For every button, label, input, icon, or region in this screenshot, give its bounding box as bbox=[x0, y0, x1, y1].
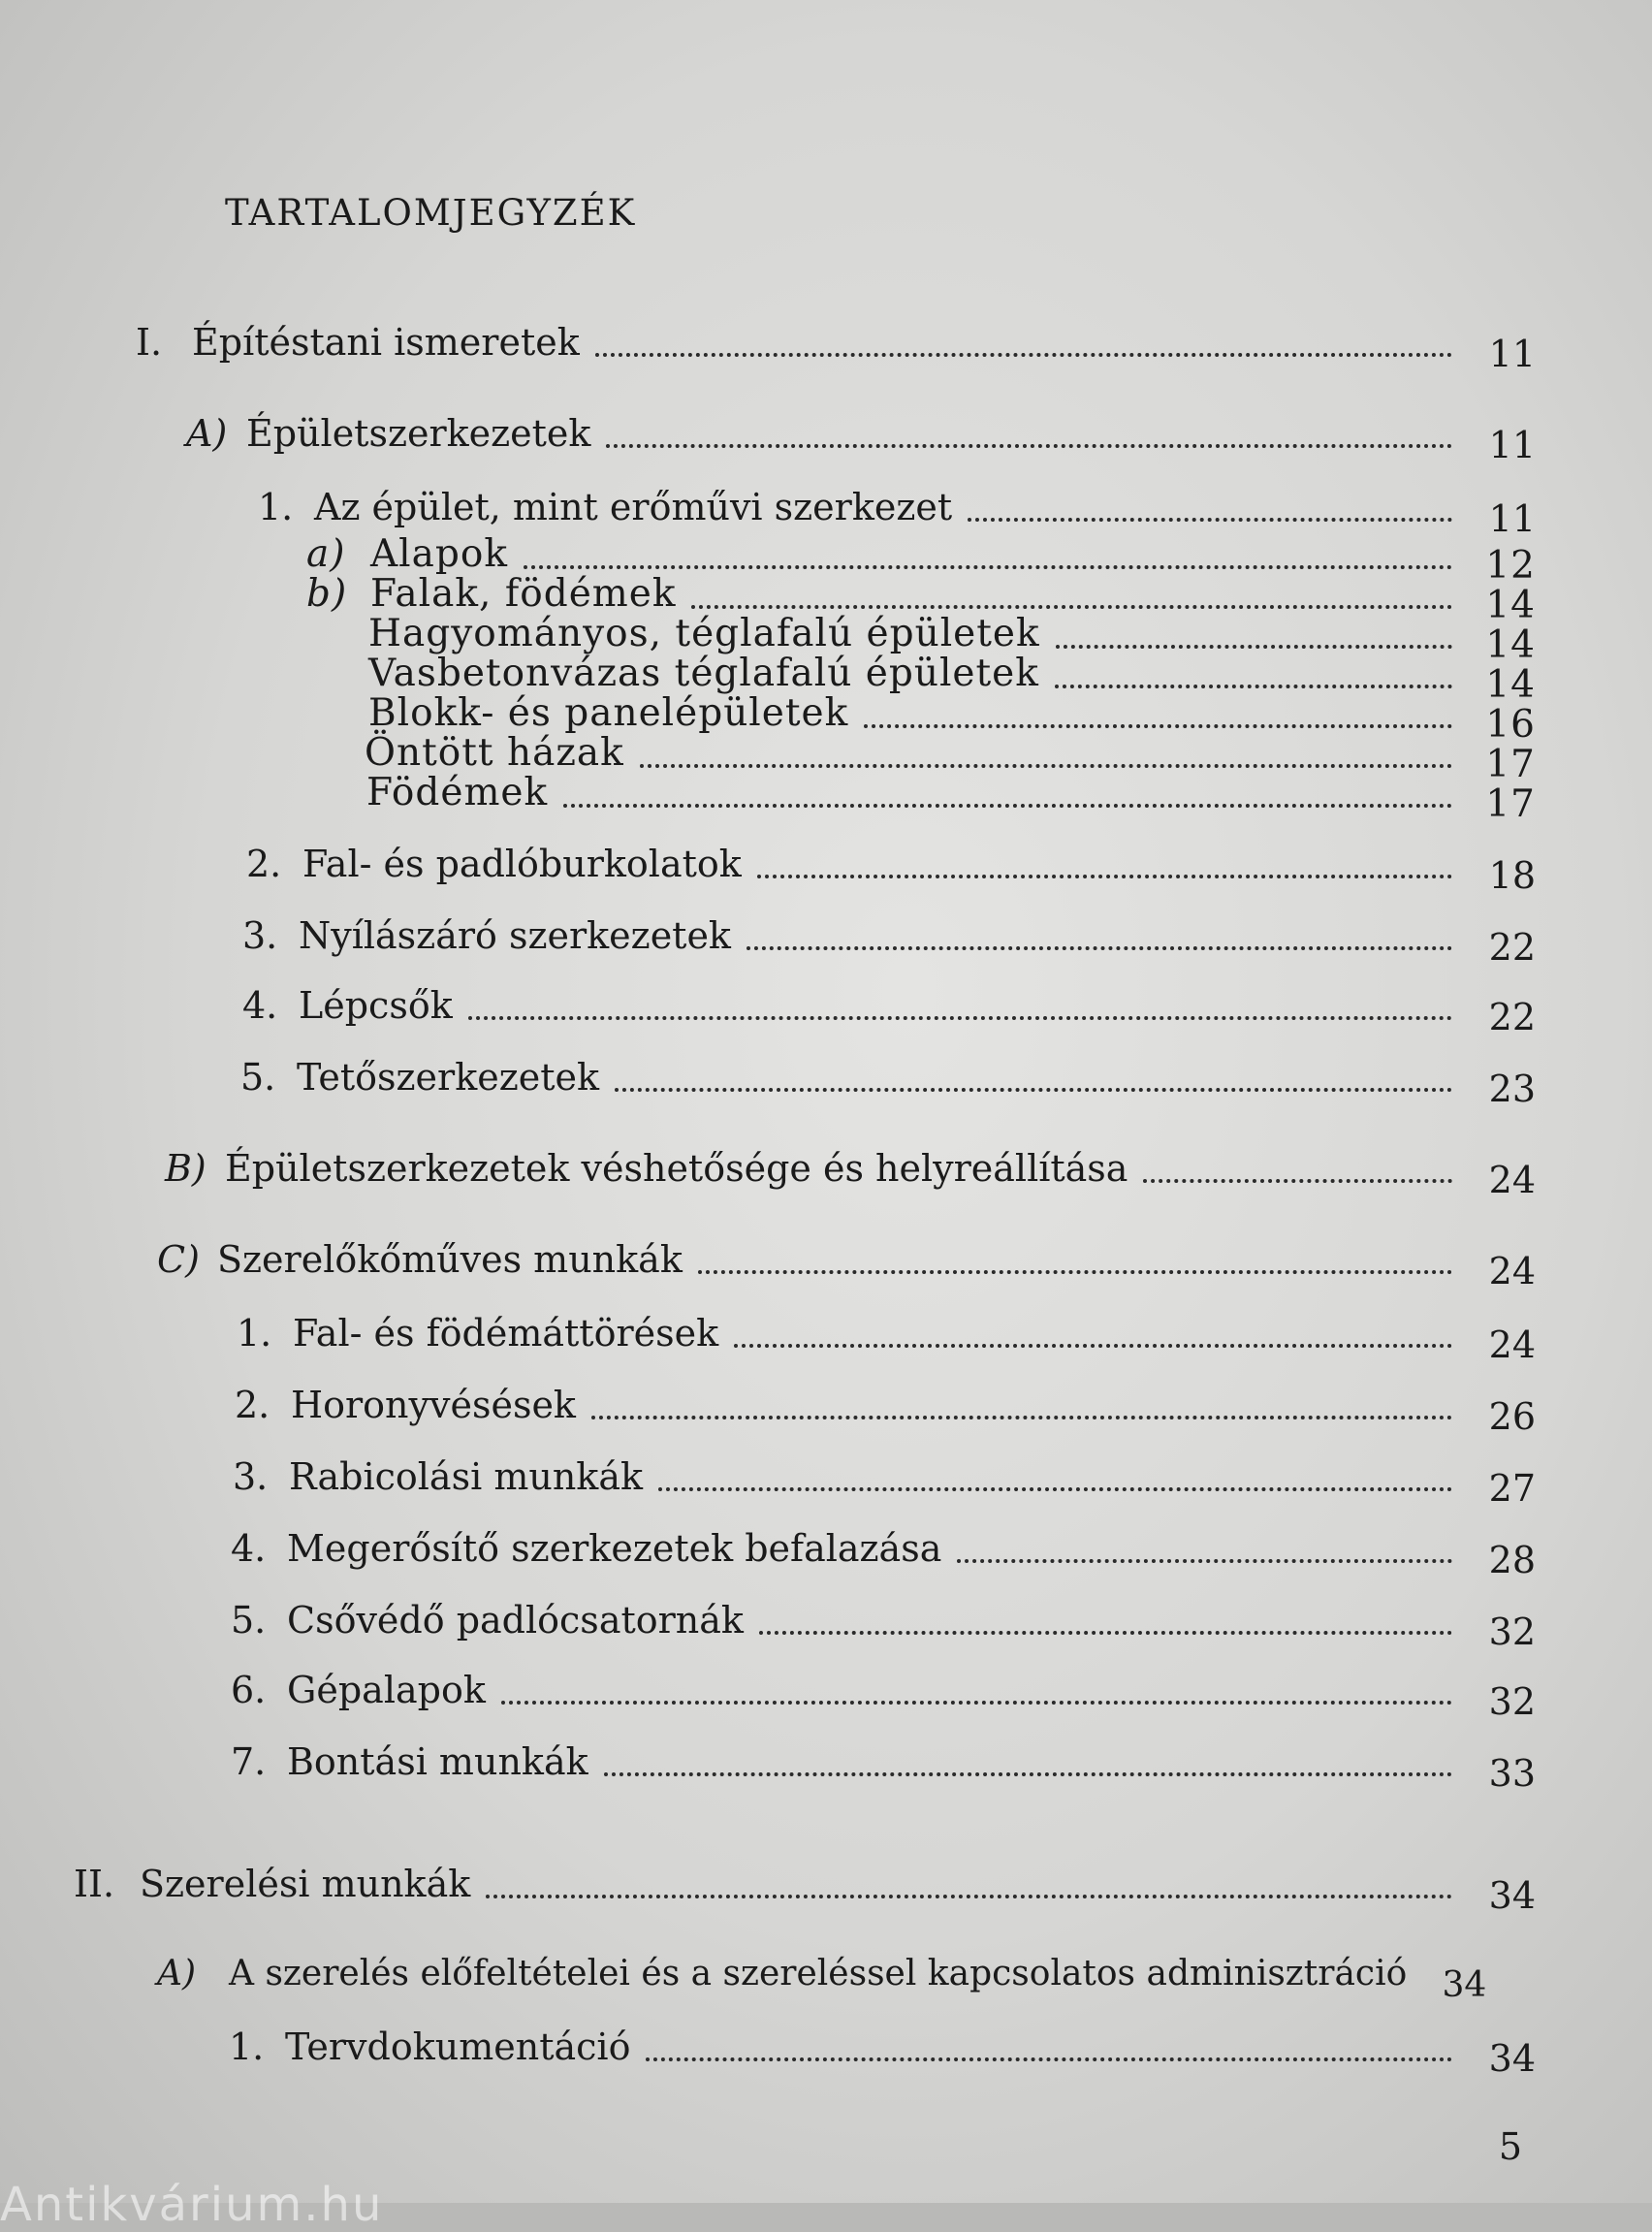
toc-entry-page: 22 bbox=[1488, 996, 1536, 1038]
toc-entry-label: Szerelési munkák bbox=[140, 1863, 471, 1905]
toc-entry-number: 1. bbox=[237, 1312, 272, 1355]
toc-entry-page: 34 bbox=[1488, 1874, 1536, 1917]
toc-entry-page: 11 bbox=[1488, 424, 1536, 466]
dot-leader bbox=[563, 804, 1452, 808]
dot-leader bbox=[968, 518, 1452, 522]
toc-entry-page: 32 bbox=[1488, 1610, 1536, 1653]
toc-entry-number: 2. bbox=[246, 843, 282, 885]
toc-entry-section-c bbox=[157, 1238, 1536, 1292]
toc-entry-page: 32 bbox=[1488, 1680, 1536, 1723]
toc-entry-page: 34 bbox=[1442, 1965, 1487, 2005]
toc-entry-number: I. bbox=[136, 321, 163, 364]
toc-entry-label: Tervdokumentáció bbox=[285, 2025, 631, 2068]
toc-entry-page: 34 bbox=[1488, 2037, 1536, 2080]
dot-leader bbox=[1055, 685, 1452, 688]
toc-entry-page: 26 bbox=[1488, 1395, 1536, 1438]
dot-leader bbox=[864, 724, 1452, 728]
dot-leader bbox=[524, 565, 1452, 569]
dot-leader bbox=[640, 764, 1452, 768]
watermark: Antikvárium.hu bbox=[0, 2178, 384, 2232]
toc-entry-page: 33 bbox=[1488, 1752, 1536, 1795]
toc-entry-page: 14 bbox=[1485, 663, 1536, 707]
toc-entry-chapter bbox=[229, 2025, 1536, 2080]
toc-entry-number: A) bbox=[186, 412, 228, 455]
toc-entry-number: 1. bbox=[258, 486, 294, 528]
toc-entry-label: Bontási munkák bbox=[287, 1740, 588, 1783]
toc-entry-part-1 bbox=[136, 321, 1536, 375]
toc-entry-part-2 bbox=[74, 1863, 1536, 1917]
toc-entry-chapter bbox=[246, 843, 1536, 897]
toc-entry-page: 12 bbox=[1485, 544, 1536, 588]
toc-entry-label: Rabicolási munkák bbox=[289, 1455, 644, 1498]
toc-entry-label: Horonyvésések bbox=[291, 1384, 576, 1426]
toc-entry-number: A) bbox=[157, 1954, 197, 1993]
toc-entry-subitem bbox=[366, 771, 1536, 826]
toc-entry-chapter bbox=[242, 914, 1536, 969]
toc-entry-section-b bbox=[165, 1147, 1536, 1201]
dot-leader bbox=[691, 605, 1452, 609]
toc-entry-number: 6. bbox=[231, 1669, 267, 1711]
toc-entry-label: Az épület, mint erőművi szerkezet bbox=[314, 486, 953, 528]
toc-entry-label: Lépcsők bbox=[299, 984, 453, 1027]
toc-entry-section-a bbox=[157, 1954, 1536, 2005]
toc-entry-number: 3. bbox=[242, 914, 278, 957]
toc-entry-label: Tetőszerkezetek bbox=[297, 1056, 600, 1099]
toc-entry-subitem bbox=[368, 691, 1536, 747]
toc-entry-chapter bbox=[231, 1527, 1536, 1581]
dot-leader bbox=[606, 444, 1452, 448]
toc-entry-page: 17 bbox=[1485, 743, 1536, 786]
dot-leader bbox=[615, 1088, 1452, 1092]
dot-leader bbox=[486, 1895, 1452, 1898]
toc-entry-chapter bbox=[240, 1056, 1536, 1110]
toc-entry-label: Megerősítő szerkezetek befalazása bbox=[287, 1527, 942, 1570]
toc-entry-number: 4. bbox=[231, 1527, 267, 1570]
toc-entry-page: 24 bbox=[1488, 1250, 1536, 1292]
toc-entry-number: 5. bbox=[231, 1599, 267, 1642]
toc-entry-chapter bbox=[235, 1384, 1536, 1438]
toc-entry-page: 28 bbox=[1488, 1539, 1536, 1581]
toc-entry-label: Fal- és födémáttörések bbox=[293, 1312, 719, 1355]
dot-leader bbox=[734, 1344, 1452, 1348]
toc-entry-section-a bbox=[186, 412, 1536, 466]
toc-entry-chapter bbox=[231, 1669, 1536, 1723]
toc-entry-page: 23 bbox=[1488, 1068, 1536, 1110]
toc-entry-number: 5. bbox=[240, 1056, 276, 1099]
toc-entry-page: 27 bbox=[1488, 1467, 1536, 1510]
toc-entry-chapter bbox=[233, 1455, 1536, 1510]
dot-leader bbox=[604, 1772, 1452, 1776]
toc-entry-subitem bbox=[368, 652, 1536, 707]
dot-leader bbox=[957, 1559, 1452, 1563]
toc-entry-number: 1. bbox=[229, 2025, 265, 2068]
toc-entry-subsection bbox=[306, 532, 1536, 588]
dot-leader bbox=[1056, 645, 1452, 649]
page-title: TARTALOMJEGYZÉK bbox=[225, 192, 637, 234]
toc-entry-chapter bbox=[231, 1740, 1536, 1795]
toc-entry-label: Gépalapok bbox=[287, 1669, 486, 1711]
dot-leader bbox=[1143, 1179, 1452, 1183]
toc-entry-page: 18 bbox=[1488, 854, 1536, 897]
dot-leader bbox=[757, 875, 1452, 878]
dot-leader bbox=[658, 1487, 1452, 1491]
toc-entry-number: 4. bbox=[242, 984, 278, 1027]
toc-entry-subsection bbox=[306, 572, 1536, 627]
toc-entry-number: 7. bbox=[231, 1740, 267, 1783]
toc-entry-page: 22 bbox=[1488, 926, 1536, 969]
toc-entry-label: Épületszerkezetek bbox=[246, 412, 591, 455]
dot-leader bbox=[747, 946, 1452, 950]
toc-entry-number: a) bbox=[306, 532, 346, 576]
toc-entry-page: 14 bbox=[1485, 584, 1536, 627]
toc-entry-chapter bbox=[237, 1312, 1536, 1366]
toc-entry-label: Födémek bbox=[366, 771, 549, 814]
toc-entry-label: Vasbetonvázas téglafalú épületek bbox=[368, 652, 1039, 695]
toc-entry-label: Falak, födémek bbox=[370, 572, 677, 616]
dot-leader bbox=[698, 1270, 1452, 1274]
toc-entry-subitem bbox=[365, 731, 1536, 786]
toc-entry-label: Szerelőkőműves munkák bbox=[217, 1238, 683, 1281]
toc-entry-number: II. bbox=[74, 1863, 115, 1905]
toc-entry-label: Épületszerkezetek véshetősége és helyreállítása bbox=[225, 1147, 1128, 1190]
page-number: 5 bbox=[1498, 2125, 1522, 2168]
toc-entry-page: 11 bbox=[1488, 497, 1536, 540]
toc-entry-page: 14 bbox=[1485, 623, 1536, 667]
dot-leader bbox=[591, 1416, 1452, 1419]
toc-entry-number: 2. bbox=[235, 1384, 270, 1426]
toc-entry-chapter bbox=[258, 486, 1536, 540]
toc-entry-page: 24 bbox=[1488, 1159, 1536, 1201]
toc-entry-label: Csővédő padlócsatornák bbox=[287, 1599, 744, 1642]
toc-entry-label: Blokk- és panelépületek bbox=[368, 691, 849, 735]
toc-entry-number: C) bbox=[157, 1238, 200, 1281]
dot-leader bbox=[468, 1016, 1452, 1020]
toc-entry-number: B) bbox=[165, 1147, 206, 1190]
dot-leader bbox=[595, 353, 1452, 357]
dot-leader bbox=[646, 2057, 1452, 2061]
toc-entry-number: b) bbox=[306, 572, 348, 616]
toc-entry-label: Öntött házak bbox=[365, 731, 624, 775]
toc-entry-label: A szerelés előfeltételei és a szereléssel kapcsolatos adminisztráció bbox=[229, 1954, 1408, 1993]
toc-entry-label: Fal- és padlóburkolatok bbox=[302, 843, 742, 885]
toc-entry-label: Nyílászáró szerkezetek bbox=[299, 914, 731, 957]
toc-entry-label: Építéstani ismeretek bbox=[192, 321, 580, 364]
toc-entry-page: 24 bbox=[1488, 1323, 1536, 1366]
toc-entry-page: 16 bbox=[1485, 703, 1536, 747]
toc-entry-subitem bbox=[368, 612, 1536, 667]
toc-entry-number: 3. bbox=[233, 1455, 269, 1498]
toc-entry-label: Hagyományos, téglafalú épületek bbox=[368, 612, 1040, 655]
toc-entry-page: 17 bbox=[1485, 782, 1536, 826]
dot-leader bbox=[759, 1631, 1452, 1635]
toc-entry-label: Alapok bbox=[370, 532, 508, 576]
dot-leader bbox=[501, 1701, 1452, 1705]
toc-entry-chapter bbox=[231, 1599, 1536, 1653]
toc-entry-page: 11 bbox=[1488, 333, 1536, 375]
toc-entry-chapter bbox=[242, 984, 1536, 1038]
